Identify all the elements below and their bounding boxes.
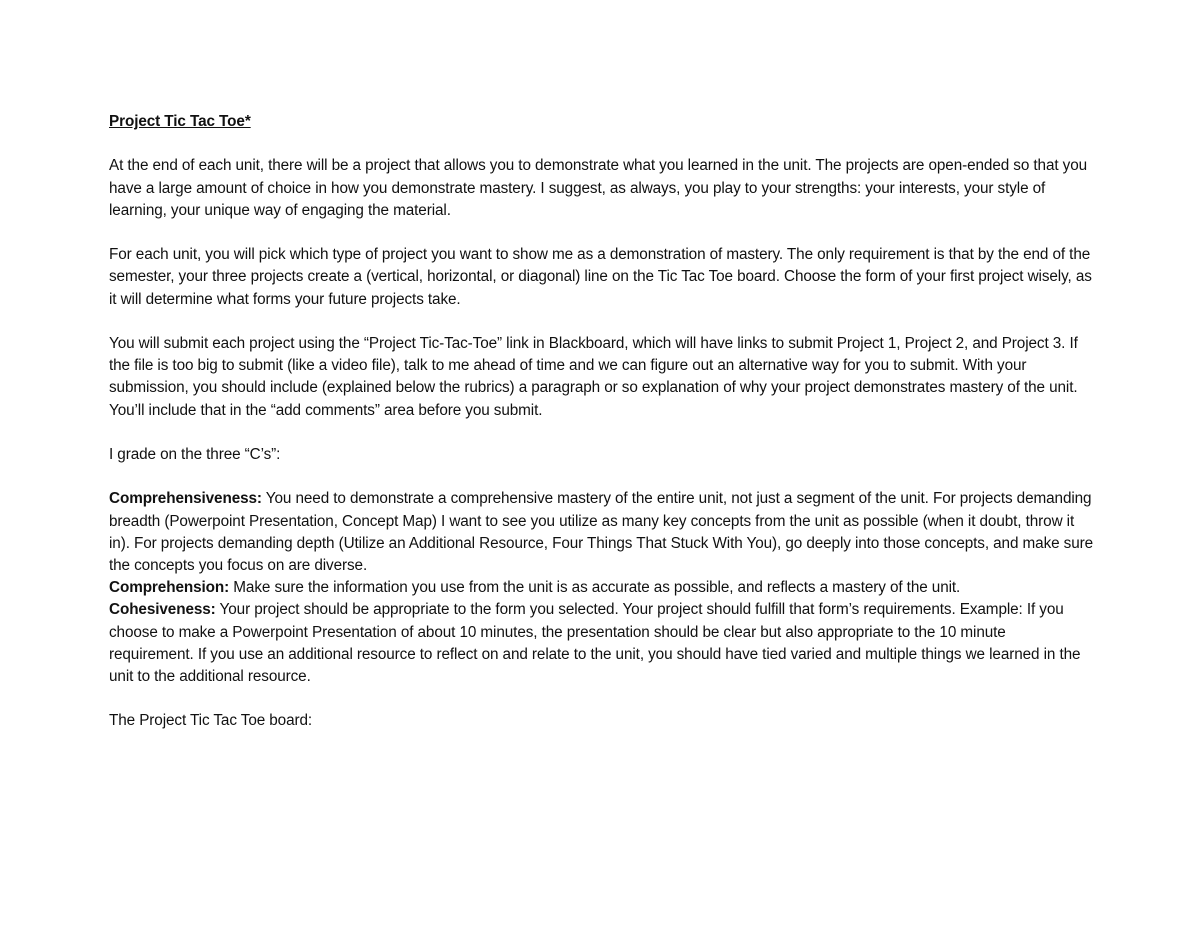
intro-paragraph: At the end of each unit, there will be a project that allows you to demonstrate what you learned in the unit. The projects are open-ended so that you have a large amount of choice in how you demonstrate mastery. I suggest, as always, you play to your strengths: your interests, your style of learning, your unique way of engaging the material. bbox=[109, 157, 1088, 219]
criterion-text: You need to demonstrate a comprehensive mastery of the entire unit, not just a segment of the unit. For projects demanding breadth (Powerpoint Presentation, Concept Map) I want to see you utilize as many key concepts from the unit as possible (when it doubt, throw it in). For projects demanding depth (Utilize an Additional Resource, Four Things That Stuck With You), go deeply into those concepts, and make sure the concepts you focus on are diverse. bbox=[109, 490, 1094, 574]
criterion-term: Comprehension: bbox=[109, 579, 230, 597]
criterion-comprehension bbox=[109, 577, 1094, 599]
criterion-text: Make sure the information you use from the unit is as accurate as possible, and reflects a mastery of the unit. bbox=[229, 579, 961, 597]
criterion-comprehensiveness bbox=[109, 488, 1094, 577]
board-heading: The Project Tic Tac Toe board: bbox=[109, 712, 313, 730]
grading-criteria bbox=[109, 488, 1094, 688]
document-body bbox=[109, 111, 1094, 755]
grading-intro-paragraph: I grade on the three “C’s”: bbox=[109, 445, 281, 463]
criterion-term: Comprehensiveness: bbox=[109, 490, 262, 508]
criterion-term: Cohesiveness: bbox=[109, 601, 216, 619]
criterion-text: Your project should be appropriate to the form you selected. Your project should fulfill that form’s requirements. Example: If you choose to make a Powerpoint Presentation of about 10 minutes, the presentation should be clear but also appropriate to the 10 minute requirement. If you use an additional resource to reflect on and relate to the unit, you should have tied varied and multiple things we learned in the unit to the additional resource. bbox=[109, 601, 1081, 685]
document-title: Project Tic Tac Toe* bbox=[109, 113, 251, 130]
unit-selection-paragraph: For each unit, you will pick which type of project you want to show me as a demonstration of mastery. The only requirement is that by the end of the semester, your three projects create a (vertical, horizontal, or diagonal) line on the Tic Tac Toe board. Choose the form of your first project wisely, as it will determine what forms your future projects take. bbox=[109, 246, 1092, 308]
criterion-cohesiveness bbox=[109, 599, 1094, 688]
submission-paragraph: You will submit each project using the “Project Tic-Tac-Toe” link in Blackboard, which will have links to submit Project 1, Project 2, and Project 3. If the file is too big to submit (like a video file), talk to me ahead of time and we can figure out an alternative way for you to submit. With your submission, you should include (explained below the rubrics) a paragraph or so explanation of why your project demonstrates mastery of the unit. You’ll include that in the “add comments” area before you submit. bbox=[109, 334, 1078, 419]
